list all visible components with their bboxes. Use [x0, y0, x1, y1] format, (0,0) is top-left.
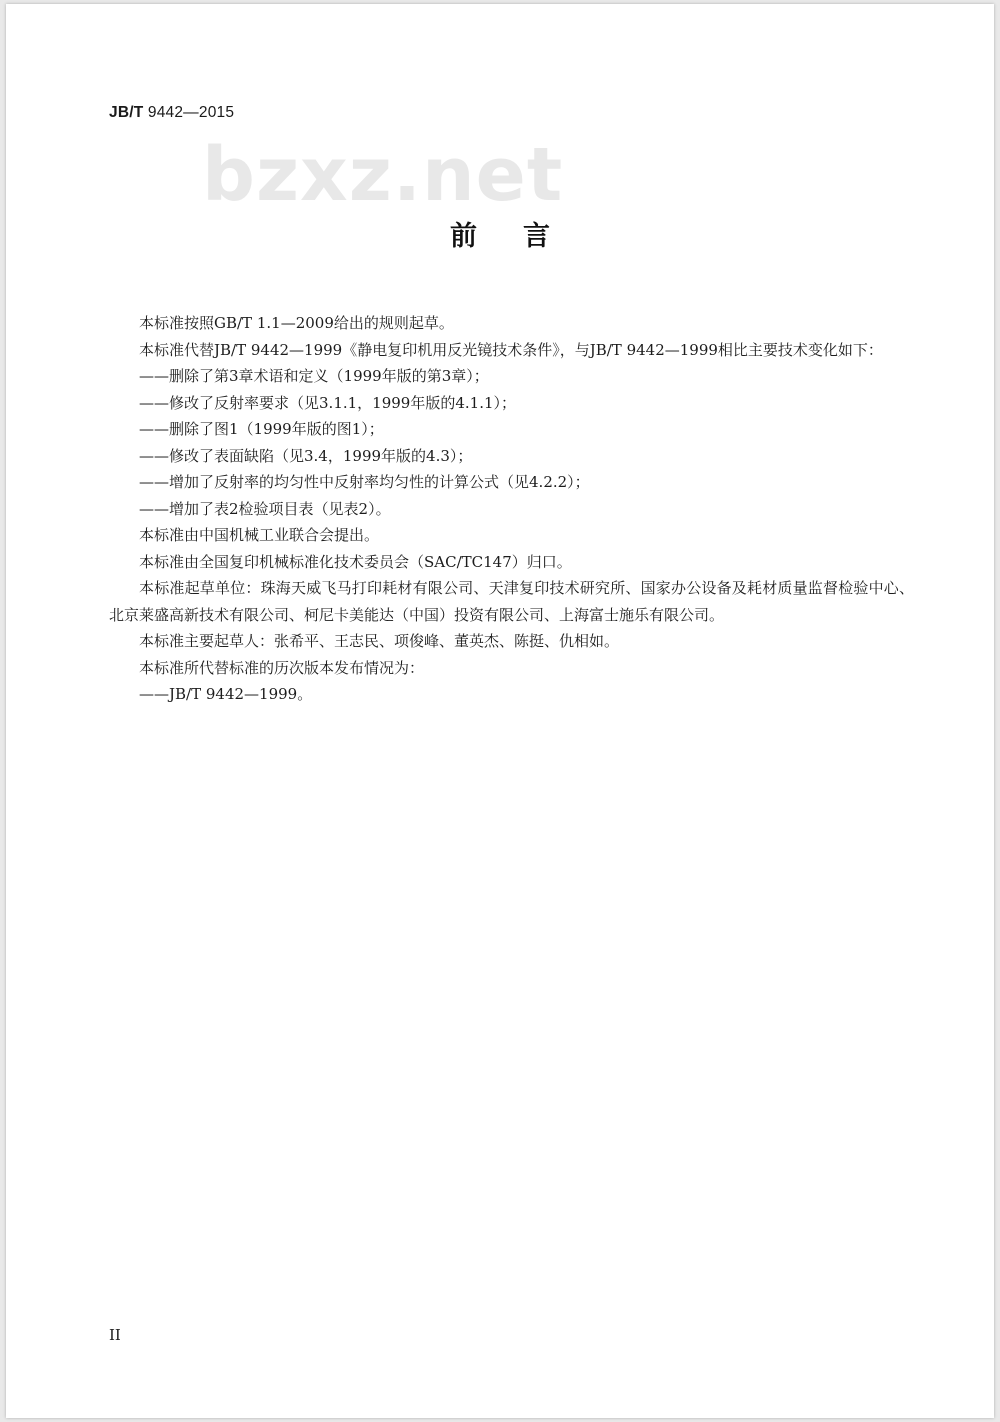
standard-code-number: 9442—2015	[143, 104, 235, 121]
change-item: ——修改了表面缺陷（见3.4，1999年版的4.3）；	[139, 446, 473, 465]
standard-code-header	[109, 104, 234, 122]
paragraph-drafting-rules: 本标准按照GB/T 1.1—2009给出的规则起草。	[139, 314, 454, 332]
page-number: II	[109, 1326, 121, 1344]
paragraph-drafters: 本标准主要起草人：张希平、王志民、项俊峰、董英杰、陈挺、仇相如。	[139, 632, 620, 650]
page-title: 前言	[450, 221, 596, 252]
watermark-logo: bzxz.net	[202, 132, 564, 218]
change-item: ——修改了反射率要求（见3.1.1，1999年版的4.1.1）；	[139, 393, 517, 412]
paragraph-drafting-units: 本标准起草单位：珠海天威飞马打印耗材有限公司、天津复印技术研究所、国家办公设备及耗材质量监督检验中心、北京莱盛高新技术有限公司、柯尼卡美能达（中国）投资有限公司、上海富士施乐有限公司。	[109, 579, 914, 624]
history-item: ——JB/T 9442—1999。	[139, 685, 313, 703]
change-item: ——增加了反射率的均匀性中反射率均匀性的计算公式（见4.2.2）；	[139, 473, 590, 491]
standard-code-prefix: JB/T	[109, 104, 144, 121]
foreword-body	[109, 310, 914, 708]
paragraph-proposed-by: 本标准由中国机械工业联合会提出。	[139, 526, 380, 544]
paragraph-history-intro: 本标准所代替标准的历次版本发布情况为：	[139, 658, 425, 677]
change-item: ——增加了表2检验项目表（见表2）。	[139, 499, 391, 518]
change-item: ——删除了图1（1999年版的图1）；	[139, 420, 384, 438]
paragraph-centralized-by: 本标准由全国复印机械标准化技术委员会（SAC/TC147）归口。	[139, 552, 572, 571]
change-item: ——删除了第3章术语和定义（1999年版的第3章）；	[139, 367, 489, 385]
document-page	[6, 4, 994, 1418]
paragraph-replacement: 本标准代替JB/T 9442—1999《静电复印机用反光镜技术条件》，与JB/T 9442—1999相比主要技术变化如下：	[139, 340, 883, 359]
